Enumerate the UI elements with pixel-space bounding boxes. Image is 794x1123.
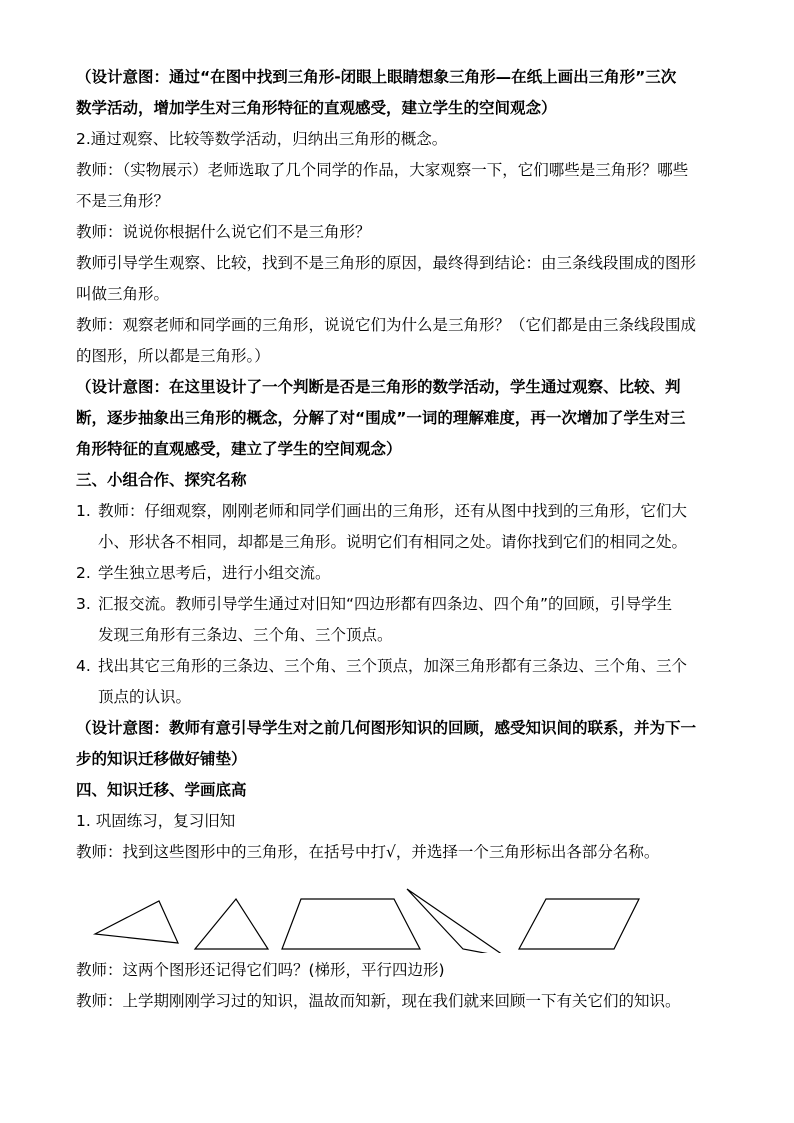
design-intent-2-line-3: 角形特征的直观感受，建立了学生的空间观念） — [76, 440, 402, 458]
design-intent-1-line-1: （设计意图：通过“在图中找到三角形-闭眼上眼睛想象三角形—在纸上画出三角形”三次 — [76, 68, 677, 86]
teacher-line-5: 教师：找到这些图形中的三角形，在括号中打√，并选择一个三角形标出各部分名称。 — [76, 843, 660, 861]
step-2-heading: 2.通过观察、比较等数学活动，归纳出三角形的概念。 — [76, 130, 448, 148]
teacher-line-2: 教师：说说你根据什么说它们不是三角形？ — [76, 223, 371, 241]
list-item-1-line-2: 小、形状各不相同，却都是三角形。说明它们有相同之处。请你找到它们的相同之处。 — [98, 533, 688, 551]
teacher-line-7: 教师：上学期刚刚学习过的知识，温故而知新，现在我们就来回顾一下有关它们的知识。 — [76, 992, 681, 1010]
shape-figures — [76, 877, 731, 953]
list-item — [76, 558, 731, 589]
list-text: 找出其它三角形的三条边、三个角、三个顶点，加深三角形都有三条边、三个角、三个 — [98, 657, 688, 675]
list-item-3-line-1 — [76, 589, 731, 620]
step-4-1-heading: 1. 巩固练习，复习旧知 — [76, 812, 236, 830]
slanted-triangle-shape — [407, 889, 506, 953]
list-number: 3. — [76, 595, 91, 613]
teacher-line-4a: 教师：观察老师和同学画的三角形，说说它们为什么是三角形？（它们都是由三条线段围成 — [76, 316, 697, 334]
document-page — [76, 62, 731, 1017]
shape-figures-svg — [76, 877, 731, 953]
list-item — [76, 651, 731, 713]
list-item-3-line-2: 发现三角形有三条边、三个角、三个顶点。 — [98, 626, 393, 644]
list-text: 学生独立思考后，进行小组交流。 — [98, 564, 331, 582]
acute-triangle-shape — [195, 899, 268, 949]
teacher-line-6: 教师：这两个图形还记得它们吗？(梯形，平行四边形) — [76, 961, 445, 979]
list-number: 4. — [76, 657, 91, 675]
list-text: 汇报交流。教师引导学生通过对旧知“四边形都有四条边、四个角”的回顾，引导学生 — [98, 595, 673, 613]
section-4-heading: 四、知识迁移、学画底高 — [76, 781, 247, 799]
list-number: 2. — [76, 564, 91, 582]
list-item — [76, 589, 731, 651]
obtuse-triangle-shape — [95, 901, 178, 943]
list-item-2-line-1 — [76, 558, 731, 589]
list-number: 1. — [76, 502, 91, 520]
list-text: 教师：仔细观察，刚刚老师和同学们画出的三角形，还有从图中找到的三角形，它们大 — [98, 502, 688, 520]
list-item-4-line-2: 顶点的认识。 — [98, 688, 192, 706]
design-intent-3-line-1: （设计意图：教师有意引导学生对之前几何图形知识的回顾，感受知识间的联系，并为下一 — [76, 719, 697, 737]
design-intent-1-line-2: 数学活动，增加学生对三角形特征的直观感受，建立学生的空间观念） — [76, 99, 557, 117]
teacher-line-1b: 不是三角形？ — [76, 192, 170, 210]
design-intent-2-line-2: 断，逐步抽象出三角形的概念，分解了对“围成”一词的理解难度，再一次增加了学生对三 — [76, 409, 686, 427]
design-intent-3-line-2: 步的知识迁移做好铺垫） — [76, 750, 247, 768]
list-item-4-line-1 — [76, 651, 731, 682]
section-3-heading: 三、小组合作、探究名称 — [76, 471, 247, 489]
trapezoid-shape — [282, 899, 420, 949]
teacher-line-1a: 教师：（实物展示）老师选取了几个同学的作品，大家观察一下，它们哪些是三角形？哪些 — [76, 161, 689, 179]
teacher-line-3b: 叫做三角形。 — [76, 285, 170, 303]
design-intent-2-line-1: （设计意图：在这里设计了一个判断是否是三角形的数学活动，学生通过观察、比较、判 — [76, 378, 681, 396]
list-item — [76, 496, 731, 558]
list-item-1-line-1 — [76, 496, 731, 527]
teacher-line-4b: 的图形，所以都是三角形。） — [76, 347, 270, 365]
teacher-line-3a: 教师引导学生观察、比较，找到不是三角形的原因，最终得到结论：由三条线段围成的图形 — [76, 254, 697, 272]
parallelogram-shape — [519, 899, 639, 949]
